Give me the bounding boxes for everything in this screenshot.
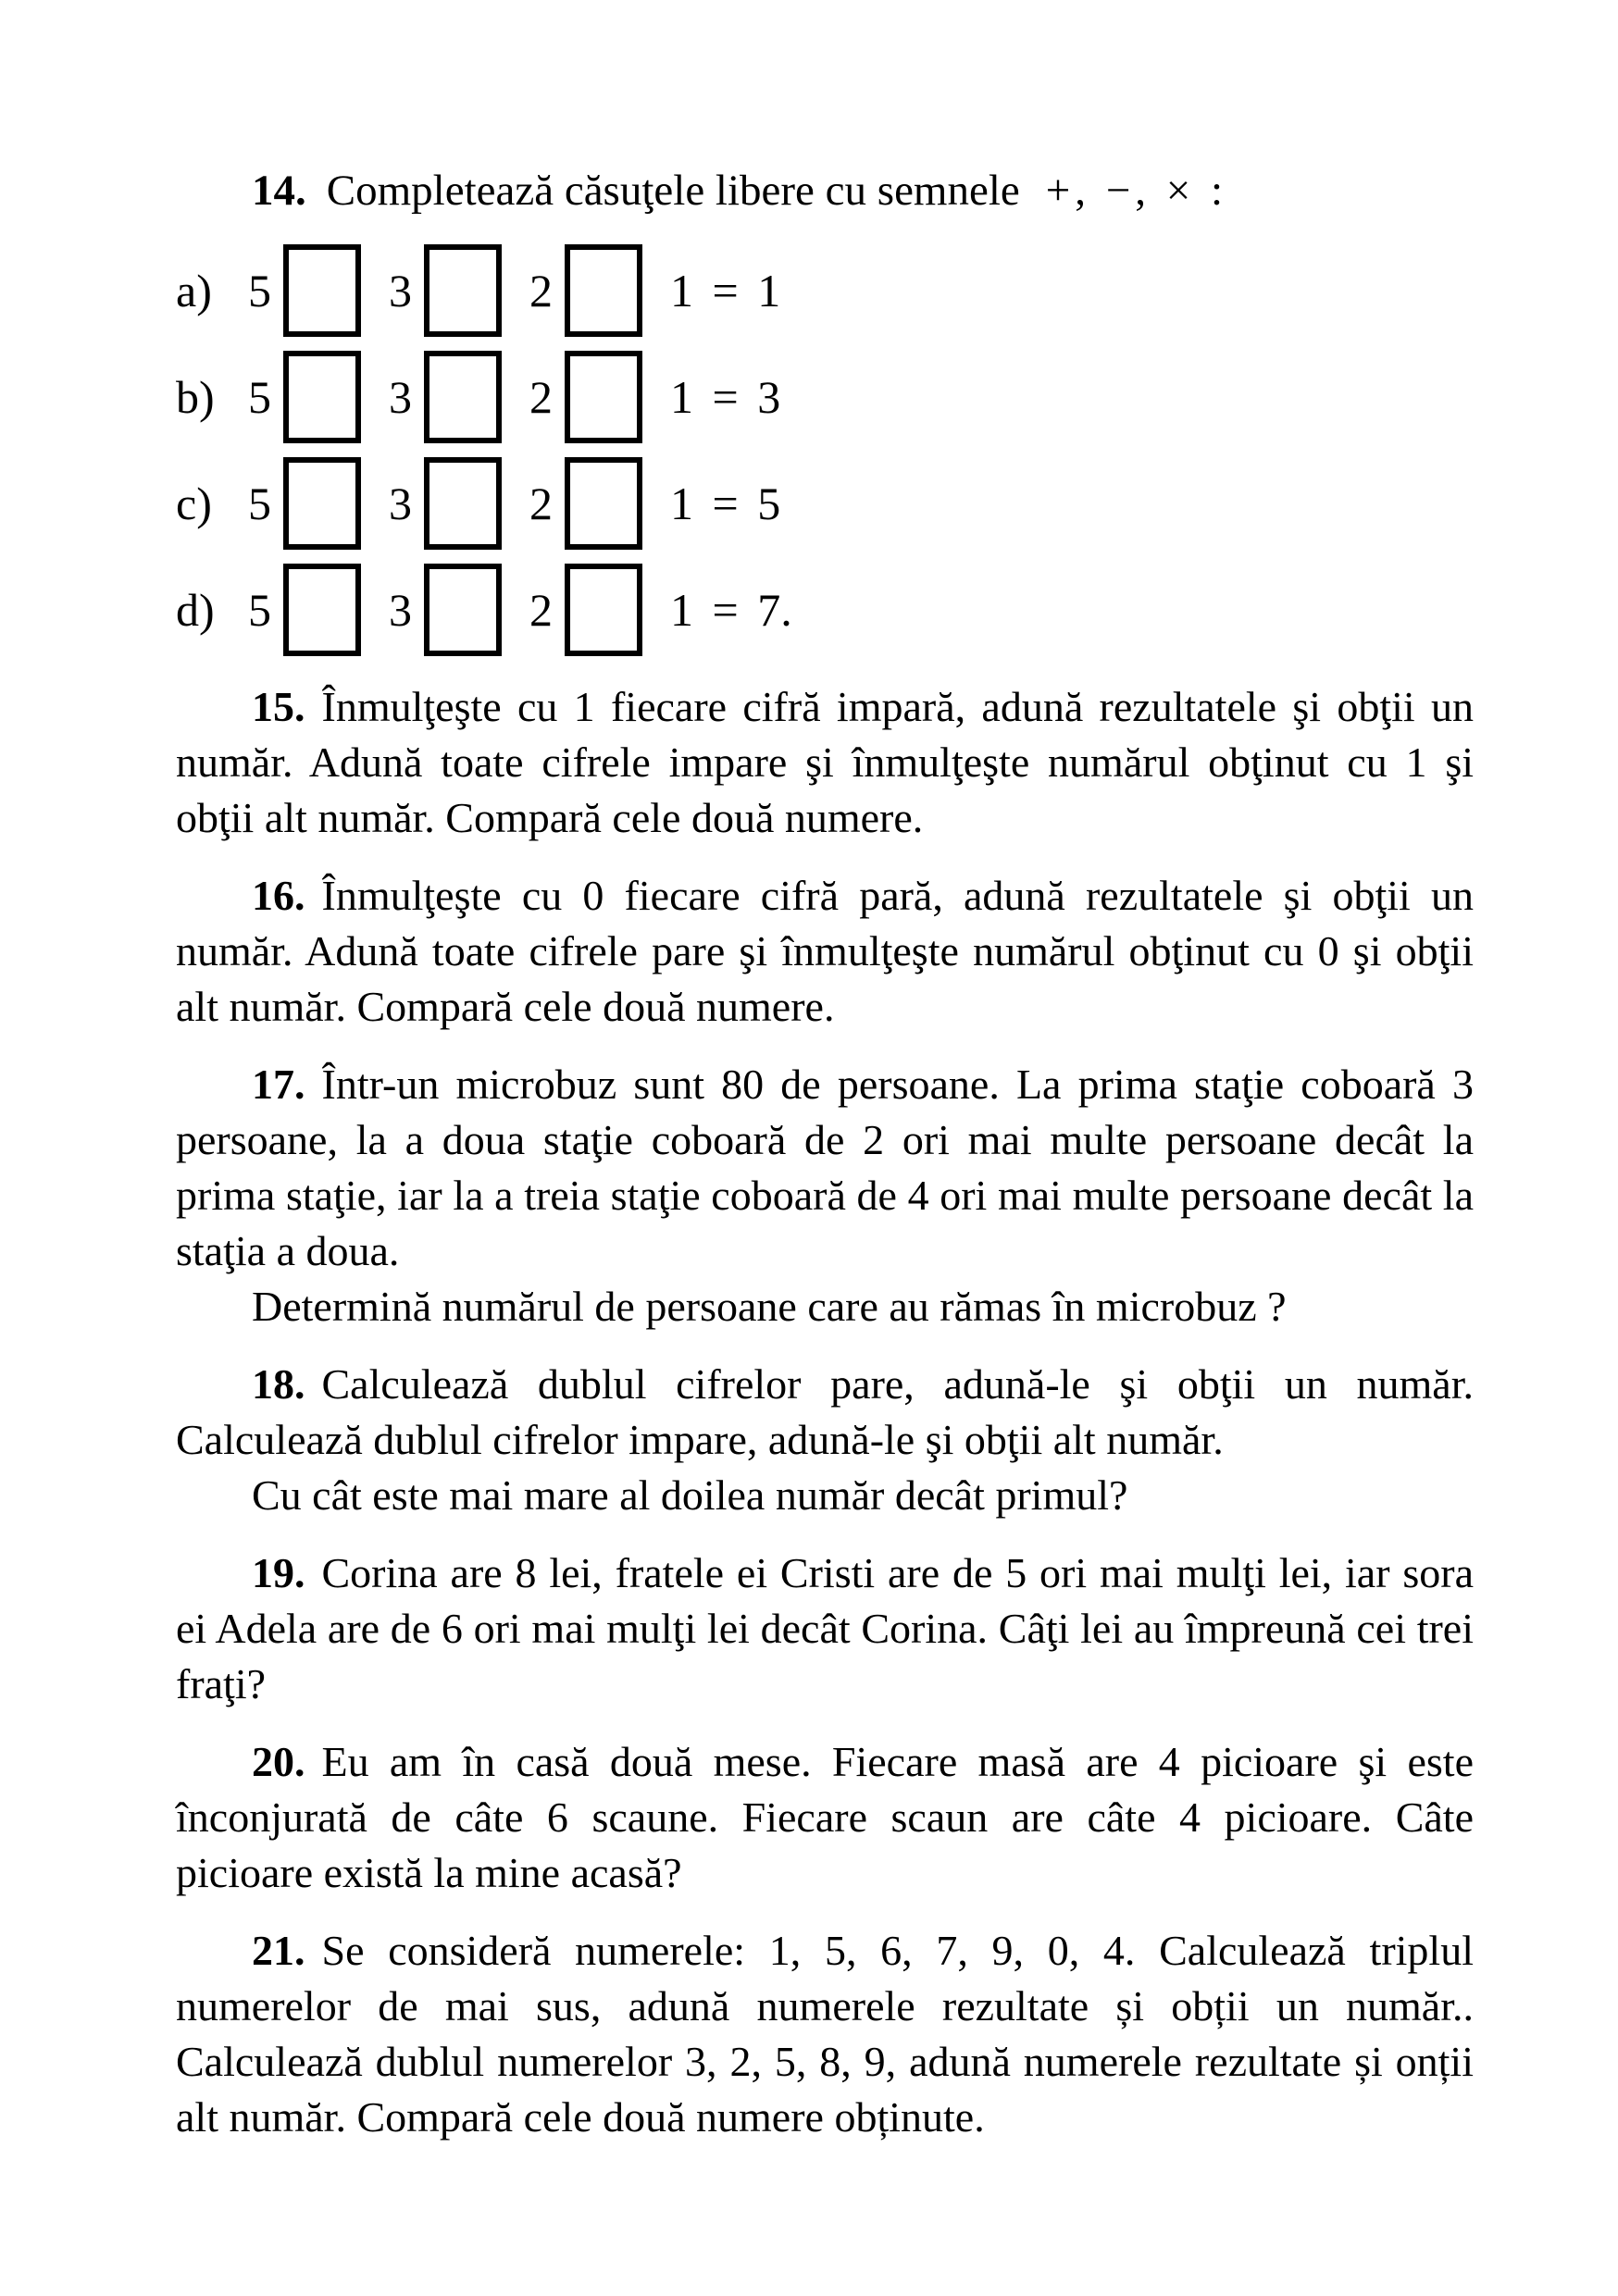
problem-paragraph — [176, 868, 1474, 1035]
problem-16 — [176, 868, 1474, 1035]
operand: 2 — [529, 584, 553, 636]
operand: 3 — [389, 371, 412, 423]
problem-paragraph — [176, 1057, 1474, 1279]
problem-number: 16. — [252, 872, 305, 919]
problem-number: 18. — [252, 1360, 305, 1408]
equation-row-d — [176, 563, 1474, 657]
problem-17 — [176, 1057, 1474, 1334]
answer-box — [283, 564, 361, 656]
problem-19 — [176, 1545, 1474, 1712]
page-content — [176, 162, 1474, 2145]
row-label: b) — [176, 371, 215, 423]
problem-20 — [176, 1734, 1474, 1901]
equation-row-a — [176, 243, 1474, 338]
operand: 5 — [248, 584, 271, 636]
operand: 2 — [529, 371, 553, 423]
problem-15 — [176, 679, 1474, 846]
exercise-instruction: Completează căsuţele libere cu semnele — [326, 167, 1020, 215]
problem-text: Înmulţeşte cu 0 fiecare cifră pară, adună rezultatele şi obţii un număr. Adună toate cifrele pare şi înmulţeşte numărul obţinut cu 0 şi obţii alt număr. Compară cele două numere. — [176, 872, 1474, 1030]
operand: 5 — [248, 265, 271, 316]
problem-paragraph — [176, 1357, 1474, 1468]
exercise-number: 14. — [252, 167, 306, 215]
exercise-14-heading — [176, 162, 1474, 219]
operand: 2 — [529, 265, 553, 316]
operand: 5 — [248, 371, 271, 423]
answer-box — [565, 564, 642, 656]
operand: 3 — [389, 265, 412, 316]
answer-box — [283, 351, 361, 443]
problem-18 — [176, 1357, 1474, 1523]
row-label: d) — [176, 584, 215, 636]
operand: 5 — [248, 478, 271, 529]
answer-box — [424, 564, 502, 656]
answer-box — [565, 244, 642, 337]
problem-text: Calculează dublul cifrelor pare, adună-le şi obţii un număr. Calculează dublul cifrelor impare, adună-le şi obţii alt număr. — [176, 1360, 1474, 1463]
operand: 2 — [529, 478, 553, 529]
problem-number: 21. — [252, 1927, 305, 1974]
equation-result: 1 = 7. — [670, 584, 792, 636]
problem-paragraph — [176, 1545, 1474, 1712]
equation-row-b — [176, 350, 1474, 444]
answer-box — [565, 457, 642, 550]
answer-box — [424, 457, 502, 550]
equation-row-c — [176, 456, 1474, 551]
problem-number: 20. — [252, 1738, 305, 1785]
answer-box — [283, 457, 361, 550]
equation-result: 1 = 5 — [670, 478, 781, 529]
equation-result: 1 = 1 — [670, 265, 781, 316]
problem-paragraph — [176, 1734, 1474, 1901]
operand: 3 — [389, 478, 412, 529]
equation-result: 1 = 3 — [670, 371, 781, 423]
problem-text: Eu am în casă două mese. Fiecare masă are 4 picioare şi este înconjurată de câte 6 scaune. Fiecare scaun are câte 4 picioare. Câte picioare există la mine acasă? — [176, 1738, 1474, 1896]
answer-box — [424, 244, 502, 337]
problem-text: Într-un microbuz sunt 80 de persoane. La prima staţie coboară 3 persoane, la a doua staţie coboară de 2 ori mai multe persoane decât la prima staţie, iar la a treia staţie coboară de 4 ori mai multe persoane decât la staţia a doua. — [176, 1061, 1474, 1274]
operation-signs: +, −, × : — [1045, 167, 1228, 215]
answer-box — [565, 351, 642, 443]
row-label: a) — [176, 265, 212, 316]
problem-text: Corina are 8 lei, fratele ei Cristi are de 5 ori mai mulţi lei, iar sora ei Adela are de 6 ori mai mulţi lei decât Corina. Câţi lei au împreună cei trei fraţi? — [176, 1549, 1474, 1707]
problem-number: 17. — [252, 1061, 305, 1108]
operand: 3 — [389, 584, 412, 636]
problem-paragraph — [176, 679, 1474, 846]
problem-question: Cu cât este mai mare al doilea număr decât primul? — [252, 1471, 1128, 1519]
problem-21 — [176, 1923, 1474, 2145]
answer-box — [424, 351, 502, 443]
problem-text: Înmulţeşte cu 1 fiecare cifră impară, adună rezultatele şi obţii un număr. Adună toate cifrele impare şi înmulţeşte numărul obţinut cu 1 şi obţii alt număr. Compară cele două numere. — [176, 683, 1474, 841]
answer-box — [283, 244, 361, 337]
row-label: c) — [176, 478, 212, 529]
problem-question: Determină numărul de persoane care au rămas în microbuz ? — [252, 1283, 1287, 1330]
problem-text: Se consideră numerele: 1, 5, 6, 7, 9, 0, 4. Calculează triplul numerelor de mai sus, adună numerele rezultate și obții un număr.. Calculează dublul numerelor 3, 2, 5, 8, 9, adună numerele rezultate și onții alt număr. Compară cele două numere obținute. — [176, 1927, 1474, 2141]
problem-number: 15. — [252, 683, 305, 730]
problem-number: 19. — [252, 1549, 305, 1596]
problem-paragraph — [176, 1923, 1474, 2145]
